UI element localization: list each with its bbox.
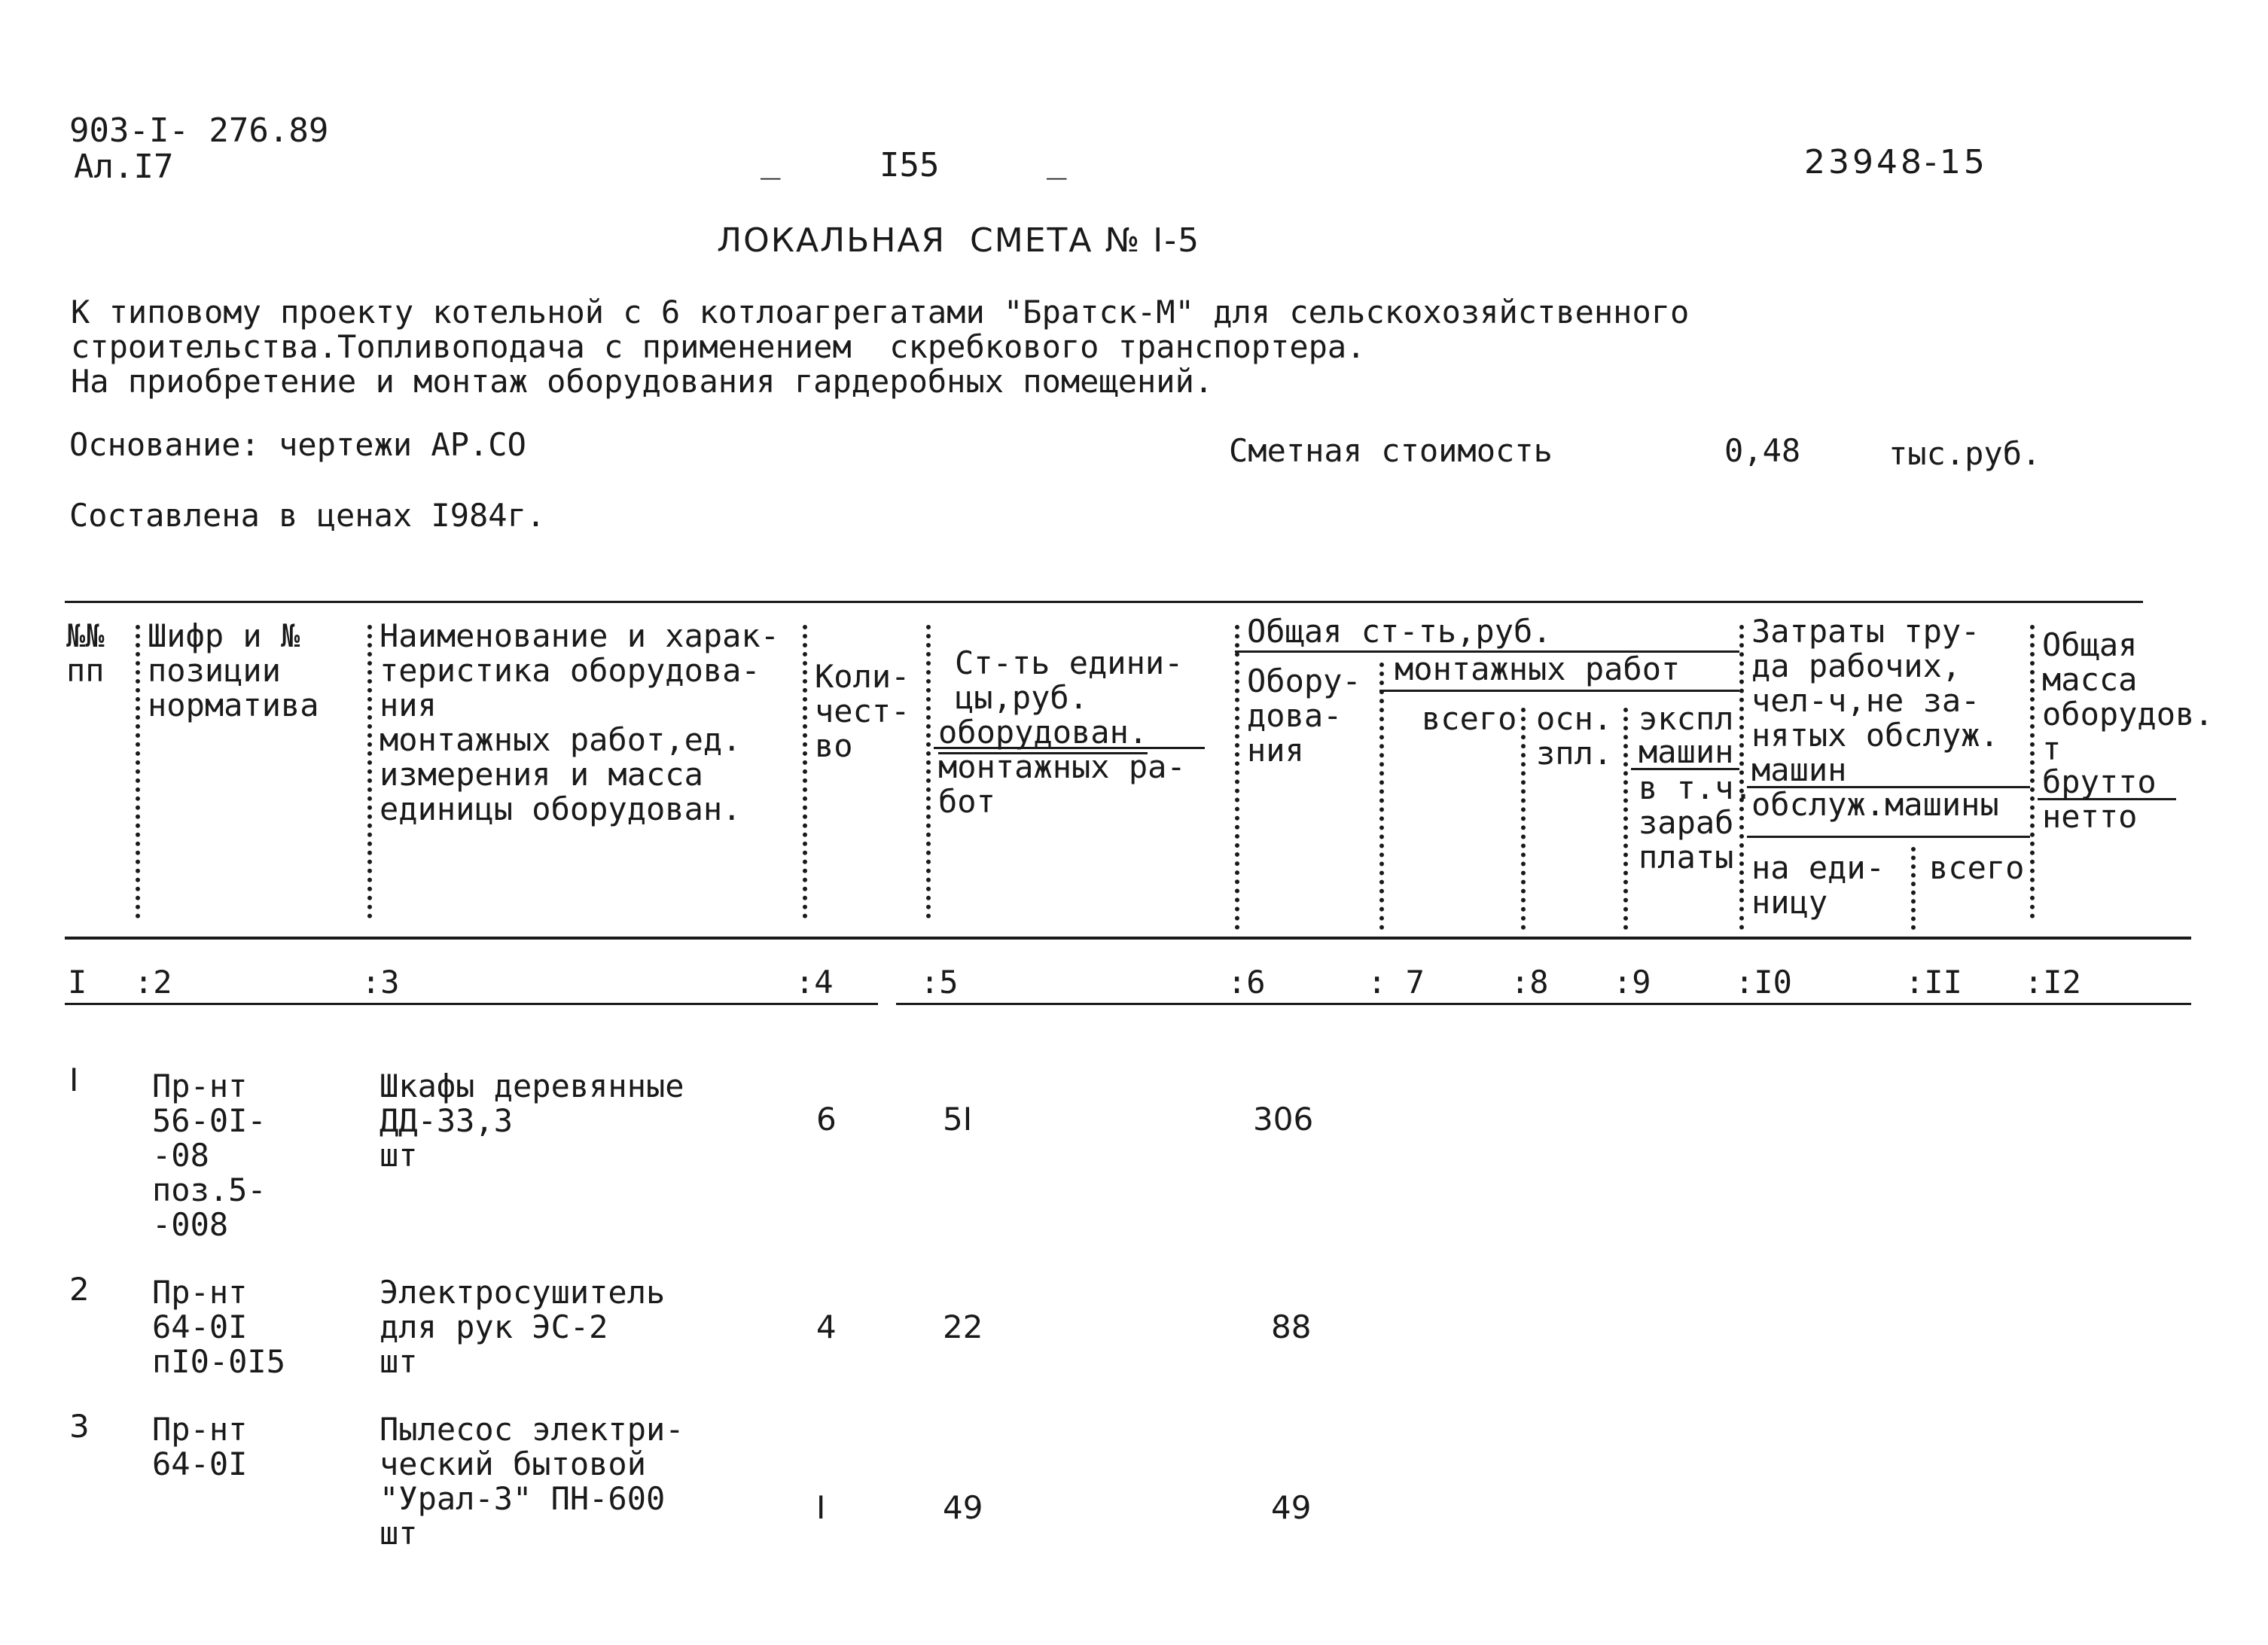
- description-line-1: К типовому проекту котельной с 6 котлоагрегатами "Братск-М" для сельскохозяйственного: [71, 294, 1690, 331]
- row-unit-cost: 5I: [943, 1101, 973, 1138]
- row-number: 2: [69, 1271, 90, 1308]
- column-number: :9: [1613, 964, 1651, 1001]
- prices-note: Составлена в ценах I984г.: [69, 497, 546, 534]
- rule: [934, 747, 1205, 749]
- inventory-number: 23948-15: [1804, 143, 1988, 181]
- column-number: :4: [795, 964, 834, 1001]
- col-separator: [803, 625, 807, 918]
- header-labor-per-unit: на еди- ницу: [1751, 849, 1885, 921]
- document-title: ЛОКАЛЬНАЯ СМЕТА № I-5: [717, 221, 1201, 260]
- col-separator: [1911, 847, 1916, 930]
- column-number: :2: [134, 964, 172, 1001]
- col-separator: [136, 625, 140, 918]
- estimated-cost-label: Сметная стоимость: [1229, 432, 1553, 469]
- header-labor-group: Затраты тру- да рабочих, чел-ч,не за- нятых обслуж.: [1751, 613, 1999, 754]
- header-machine-operation: экспл: [1639, 700, 1734, 737]
- column-number: :II: [1905, 964, 1962, 1001]
- row-name: Электросушитель для рук ЭС-2 шт: [380, 1274, 666, 1380]
- rule: [896, 1003, 2191, 1005]
- estimated-cost-value: 0,48: [1724, 432, 1801, 469]
- table-header-bottom-rule: [65, 937, 2191, 940]
- row-total-cost: 306: [1253, 1101, 1314, 1138]
- header-mass-net: нетто: [2042, 798, 2138, 835]
- description-line-2: строительства.Топливоподача с применением скребкового транспортера.: [71, 328, 1366, 365]
- col-separator: [1379, 663, 1384, 930]
- header-labor-machines: машин: [1751, 751, 1847, 788]
- column-number: :8: [1510, 964, 1549, 1001]
- header-unit-cost-equipment: оборудован.: [938, 715, 1148, 750]
- row-name: Пылесос электри- ческий бытовой "Урал-3" ПН-600 шт: [380, 1411, 684, 1552]
- column-number: I: [68, 964, 87, 1001]
- header-row-number: №№ пп: [66, 617, 105, 689]
- row-name: Шкафы деревянные ДД-33,3 шт: [380, 1068, 684, 1174]
- header-mounting-group: монтажных работ: [1395, 650, 1681, 687]
- row-unit-cost: 22: [943, 1308, 983, 1345]
- column-number: :I2: [2024, 964, 2081, 1001]
- row-quantity: I: [816, 1489, 826, 1526]
- column-number: :I0: [1735, 964, 1792, 1001]
- header-mass-gross: брутто: [2042, 763, 2157, 800]
- row-norm-code: Пр-нт 64-0I: [152, 1411, 248, 1482]
- col-separator: [1521, 708, 1526, 930]
- header-incl-salary: в т.ч. зараб платы: [1639, 769, 1753, 876]
- header-name: Наименование и харак- теристика оборудова- ния монтажных работ,ед. измерения и масса единицы оборудован.: [380, 617, 780, 827]
- header-machines: машин: [1639, 733, 1734, 770]
- row-quantity: 6: [816, 1101, 837, 1138]
- row-number: 3: [69, 1408, 90, 1445]
- col-separator: [1623, 708, 1628, 930]
- column-number: : 7: [1367, 964, 1425, 1001]
- header-total-cost-group: Общая ст-ть,руб.: [1247, 613, 1552, 650]
- header-equipment-total: Обору- дова- ния: [1247, 663, 1361, 769]
- table-top-rule: [65, 601, 2143, 603]
- row-unit-cost: 49: [943, 1489, 983, 1526]
- column-number: :3: [361, 964, 400, 1001]
- basis: Основание: чертежи АР.СО: [69, 426, 526, 463]
- rule: [1379, 690, 1739, 692]
- header-unit-cost-mounting: монтажных ра- бот: [938, 748, 1186, 820]
- page-dash-left: _: [761, 142, 781, 180]
- header-unit-cost: Ст-ть едини- цы,руб.: [955, 644, 1184, 716]
- description-line-3: На приобретение и монтаж оборудования гардеробных помещений.: [71, 363, 1214, 400]
- header-norm-code: Шифр и № позиции норматива: [148, 617, 319, 723]
- page-dash-right: _: [1047, 142, 1067, 180]
- row-norm-code: Пр-нт 56-0I- -08 поз.5- -008: [152, 1068, 267, 1243]
- row-quantity: 4: [816, 1308, 837, 1345]
- header-labor-total: всего: [1929, 849, 2025, 886]
- column-number: :6: [1227, 964, 1266, 1001]
- col-separator: [1235, 625, 1239, 930]
- sheet-number: Ал.I7: [74, 148, 174, 186]
- header-quantity: Коли- чест- во: [815, 658, 910, 764]
- estimated-cost-unit: тыс.руб.: [1888, 435, 2041, 472]
- col-separator: [367, 625, 372, 918]
- col-separator: [2030, 625, 2035, 918]
- rule: [1747, 836, 2030, 838]
- row-norm-code: Пр-нт 64-0I пI0-0I5: [152, 1274, 286, 1380]
- col-separator: [926, 625, 931, 918]
- header-mounting-total: всего: [1422, 700, 1517, 737]
- header-mass: Общая масса оборудов. т: [2042, 626, 2214, 767]
- rule: [65, 1003, 878, 1005]
- page-number: I55: [879, 146, 940, 184]
- row-total-cost: 49: [1271, 1489, 1312, 1526]
- header-labor-machine-service: обслуж.машины: [1751, 786, 1999, 823]
- row-total-cost: 88: [1271, 1308, 1312, 1345]
- column-number: :5: [920, 964, 959, 1001]
- row-number: I: [69, 1062, 79, 1098]
- document-code: 903-I- 276.89: [69, 111, 329, 150]
- header-base-salary: осн. зпл.: [1536, 700, 1613, 772]
